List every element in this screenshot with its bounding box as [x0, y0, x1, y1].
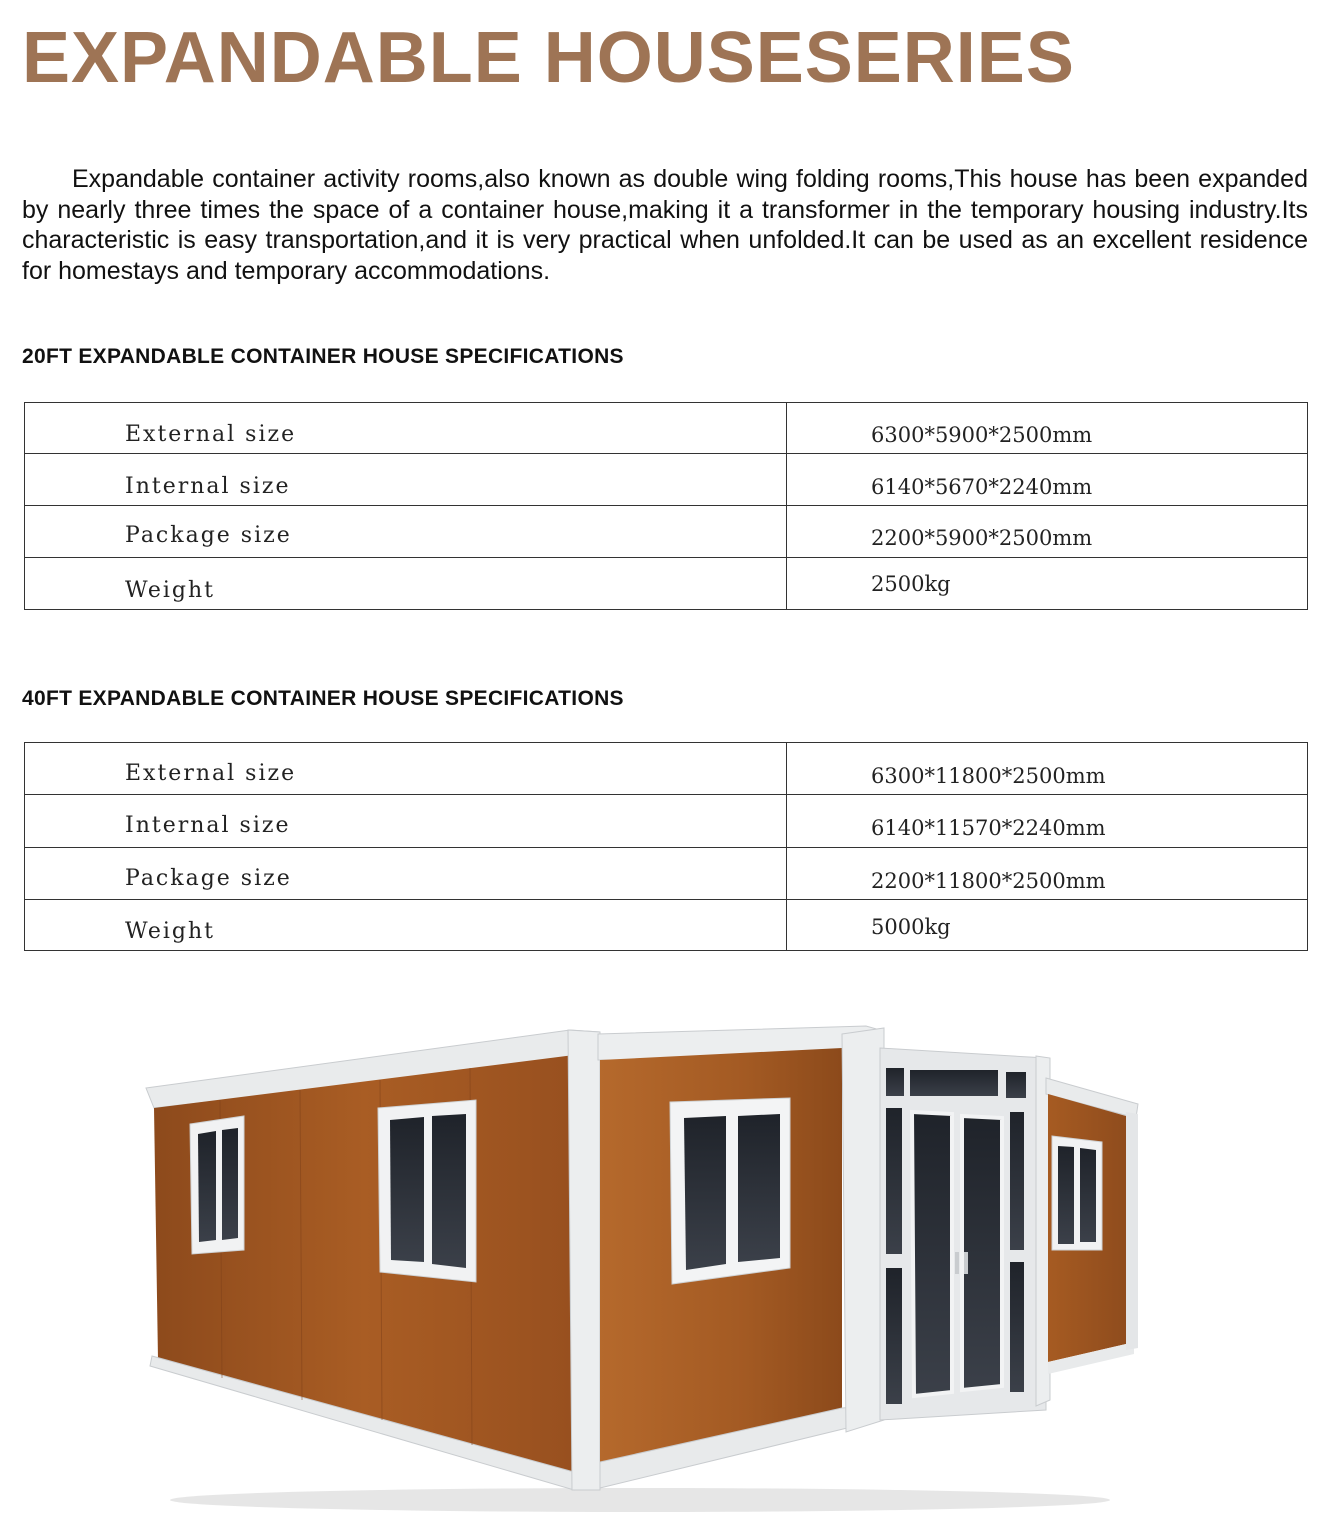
- table-row: [25, 900, 1308, 951]
- spec-label: Package size: [25, 848, 787, 900]
- table-row: [25, 506, 1308, 558]
- spec-value: 6140*5670*2240mm: [787, 454, 1308, 506]
- spec-label: Package size: [25, 506, 787, 558]
- intro-paragraph: Expandable container activity rooms,also known as double wing folding rooms,This house has been expanded by nearly three times the space of a container house,making it a transformer in the temporary housing industry.Its characteristic is easy transportation,and it is very practical when unfolded.It can be used as an excellent residence for homestays and temporary accommodations.: [22, 165, 1308, 285]
- table-row: [25, 403, 1308, 454]
- spec-label: External size: [25, 743, 787, 795]
- spec-40ft-table: [24, 742, 1308, 951]
- spec-value: 6300*11800*2500mm: [787, 743, 1308, 795]
- spec-label: Weight: [25, 558, 787, 610]
- table-row: [25, 454, 1308, 506]
- container-house-image: [140, 1020, 1150, 1520]
- spec-label: Weight: [25, 900, 787, 951]
- spec-40ft-heading: 40FT EXPANDABLE CONTAINER HOUSE SPECIFICATIONS: [22, 687, 624, 710]
- table-row: [25, 795, 1308, 848]
- table-row: [25, 743, 1308, 795]
- spec-value: 2200*5900*2500mm: [787, 506, 1308, 558]
- spec-value: 2200*11800*2500mm: [787, 848, 1308, 900]
- spec-value: 6140*11570*2240mm: [787, 795, 1308, 848]
- spec-label: Internal size: [25, 795, 787, 848]
- spec-label: External size: [25, 403, 787, 454]
- spec-value: 2500kg: [787, 558, 1308, 610]
- spec-value: 5000kg: [787, 900, 1308, 951]
- spec-label: Internal size: [25, 454, 787, 506]
- spec-value: 6300*5900*2500mm: [787, 403, 1308, 454]
- table-row: [25, 558, 1308, 610]
- spec-20ft-heading: 20FT EXPANDABLE CONTAINER HOUSE SPECIFICATIONS: [22, 345, 624, 368]
- table-row: [25, 848, 1308, 900]
- page-title: EXPANDABLE HOUSESERIES: [22, 18, 1075, 98]
- spec-20ft-table: [24, 402, 1308, 610]
